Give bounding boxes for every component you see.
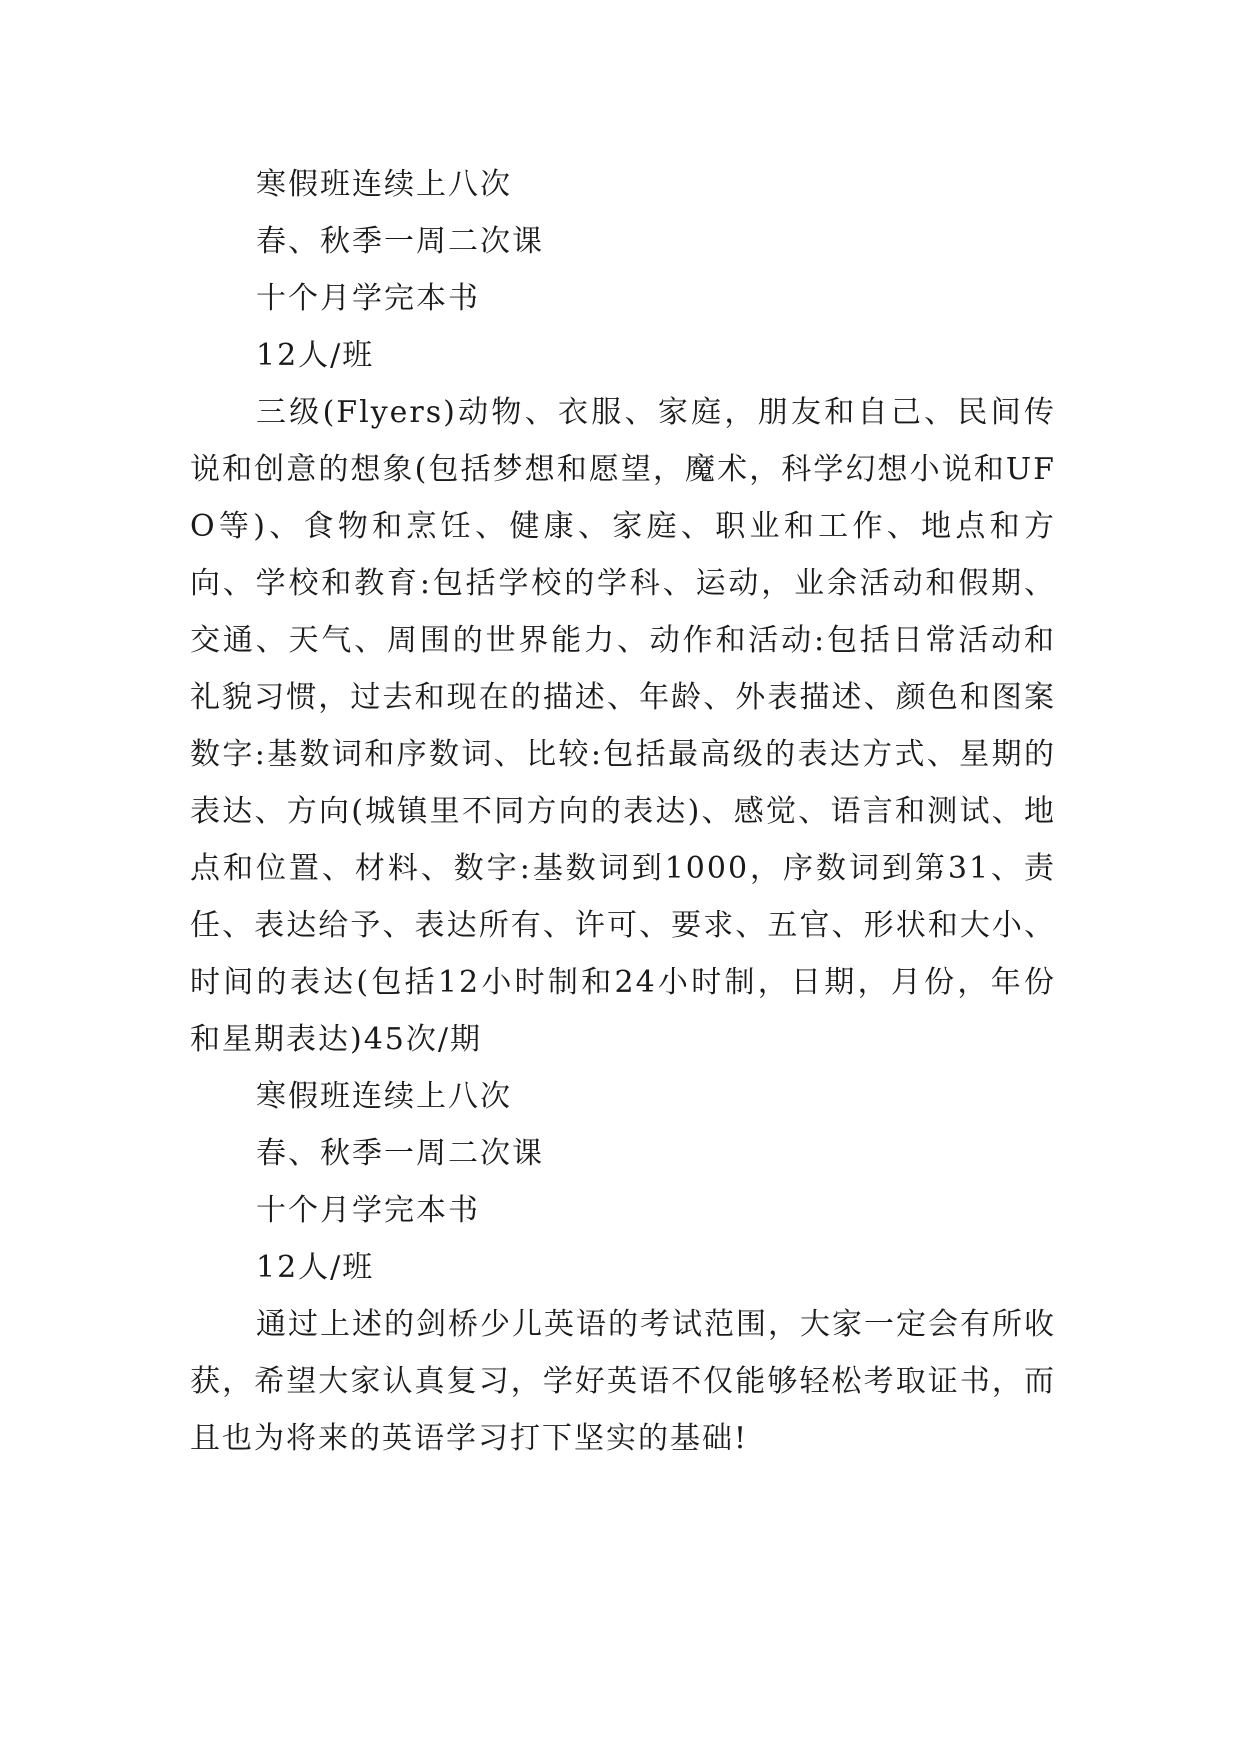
class-size-line: 12人/班	[256, 1250, 375, 1285]
class-size-line: 12人/班	[256, 338, 375, 373]
schedule-duration-line: 十个月学完本书	[256, 1193, 480, 1228]
schedule-duration-line: 十个月学完本书	[256, 281, 480, 316]
flyers-syllabus-paragraph: 三级(Flyers)动物、衣服、家庭，朋友和自己、民间传说和创意的想象(包括梦想和愿望，魔术，科学幻想小说和UFO等)、食物和烹饪、健康、家庭、职业和工作、地点和方向、学校和教育:包括学校的学科、运动，业余活动和假期、交通、天气、周围的世界能力、动作和活动:包括日常活动和礼貌习惯，过去和现在的描述、年龄、外表描述、颜色和图案数字:基数词和序数词、比较:包括最高级的表达方式、星期的表达、方向(城镇里不同方向的表达)、感觉、语言和测试、地点和位置、材料、数字:基数词到1000，序数词到第31、责任、表达给予、表达所有、许可、要求、五官、形状和大小、时间的表达(包括12小时制和24小时制，日期，月份，年份和星期表达)45次/期	[190, 395, 1056, 1057]
schedule-winter-line: 寒假班连续上八次	[256, 167, 512, 202]
document-body	[190, 156, 1056, 1467]
schedule-spring-autumn-line: 春、秋季一周二次课	[256, 1136, 544, 1171]
schedule-winter-line: 寒假班连续上八次	[256, 1079, 512, 1114]
closing-paragraph: 通过上述的剑桥少儿英语的考试范围，大家一定会有所收获，希望大家认真复习，学好英语不仅能够轻松考取证书，而且也为将来的英语学习打下坚实的基础!	[190, 1307, 1056, 1456]
schedule-spring-autumn-line: 春、秋季一周二次课	[256, 224, 544, 259]
